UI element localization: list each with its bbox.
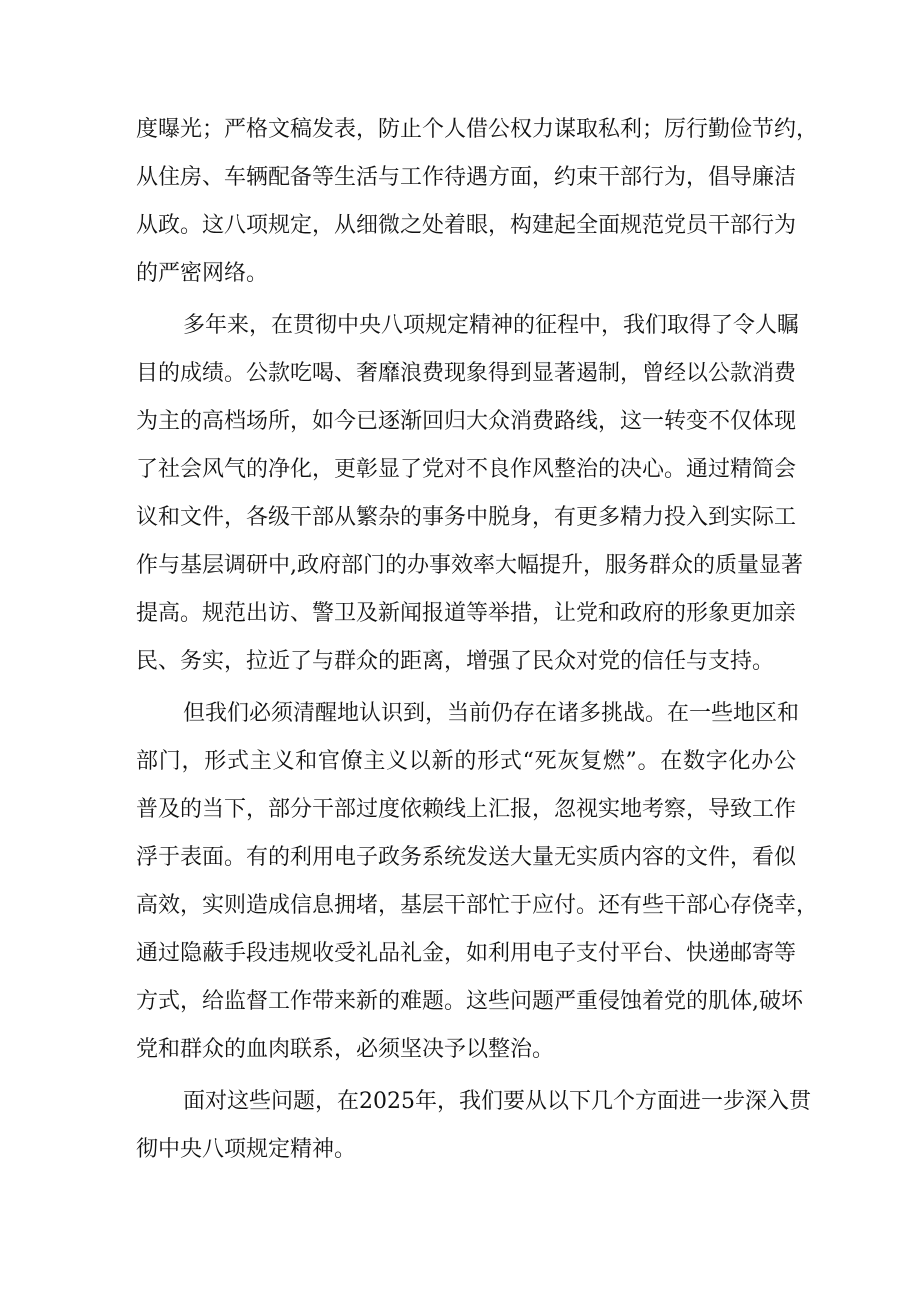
text-line: 的严密网络。 bbox=[136, 261, 269, 286]
text-line: 议和文件，各级干部从繁杂的事务中脱身，有更多精力投入到实际工 bbox=[136, 505, 797, 530]
text-line: 为主的高档场所，如今已逐渐回归大众消费路线，这一转变不仅体现 bbox=[136, 409, 797, 434]
text-line: 普及的当下，部分干部过度依赖线上汇报，忽视实地考察，导致工作 bbox=[136, 797, 797, 822]
text-line: 部门，形式主义和官僚主义以新的形式“死灰复燃”。在数字化办公 bbox=[136, 749, 796, 774]
paragraph-first-line: 面对这些问题，在2025年，我们要从以下几个方面进一步深入贯 bbox=[183, 1089, 811, 1114]
text-line: 度曝光；严格文稿发表，防止个人借公权力谋取私利；厉行勤俭节约， bbox=[136, 117, 819, 142]
text-line: 彻中央八项规定精神。 bbox=[136, 1137, 357, 1162]
paragraph-first-line: 但我们必须清醒地认识到，当前仍存在诸多挑战。在一些地区和 bbox=[183, 701, 800, 726]
paragraph-first-line: 多年来，在贯彻中央八项规定精神的征程中，我们取得了令人瞩 bbox=[183, 313, 800, 338]
text-line: 浮于表面。有的利用电子政务系统发送大量无实质内容的文件，看似 bbox=[136, 845, 797, 870]
text-line: 目的成绩。公款吃喝、奢靡浪费现象得到显著遏制，曾经以公款消费 bbox=[136, 361, 797, 386]
text-line: 了社会风气的净化，更彰显了党对不良作风整治的决心。通过精简会 bbox=[136, 457, 797, 482]
text-line: 作与基层调研中,政府部门的办事效率大幅提升，服务群众的质量显著 bbox=[136, 553, 803, 578]
text-line: 通过隐蔽手段违规收受礼品礼金，如利用电子支付平台、快递邮寄等 bbox=[136, 941, 797, 966]
text-line: 方式，给监督工作带来新的难题。这些问题严重侵蚀着党的肌体,破坏 bbox=[136, 989, 803, 1014]
text-line: 高效，实则造成信息拥堵，基层干部忙于应付。还有些干部心存侥幸， bbox=[136, 893, 819, 918]
text-line: 从政。这八项规定，从细微之处着眼，构建起全面规范党员干部行为 bbox=[136, 213, 797, 238]
text-line: 从住房、车辆配备等生活与工作待遇方面，约束干部行为，倡导廉洁 bbox=[136, 165, 797, 190]
text-line: 民、务实，拉近了与群众的距离，增强了民众对党的信任与支持。 bbox=[136, 649, 775, 674]
text-line: 提高。规范出访、警卫及新闻报道等举措，让党和政府的形象更加亲 bbox=[136, 601, 797, 626]
text-line: 党和群众的血肉联系，必须坚决予以整治。 bbox=[136, 1037, 555, 1062]
